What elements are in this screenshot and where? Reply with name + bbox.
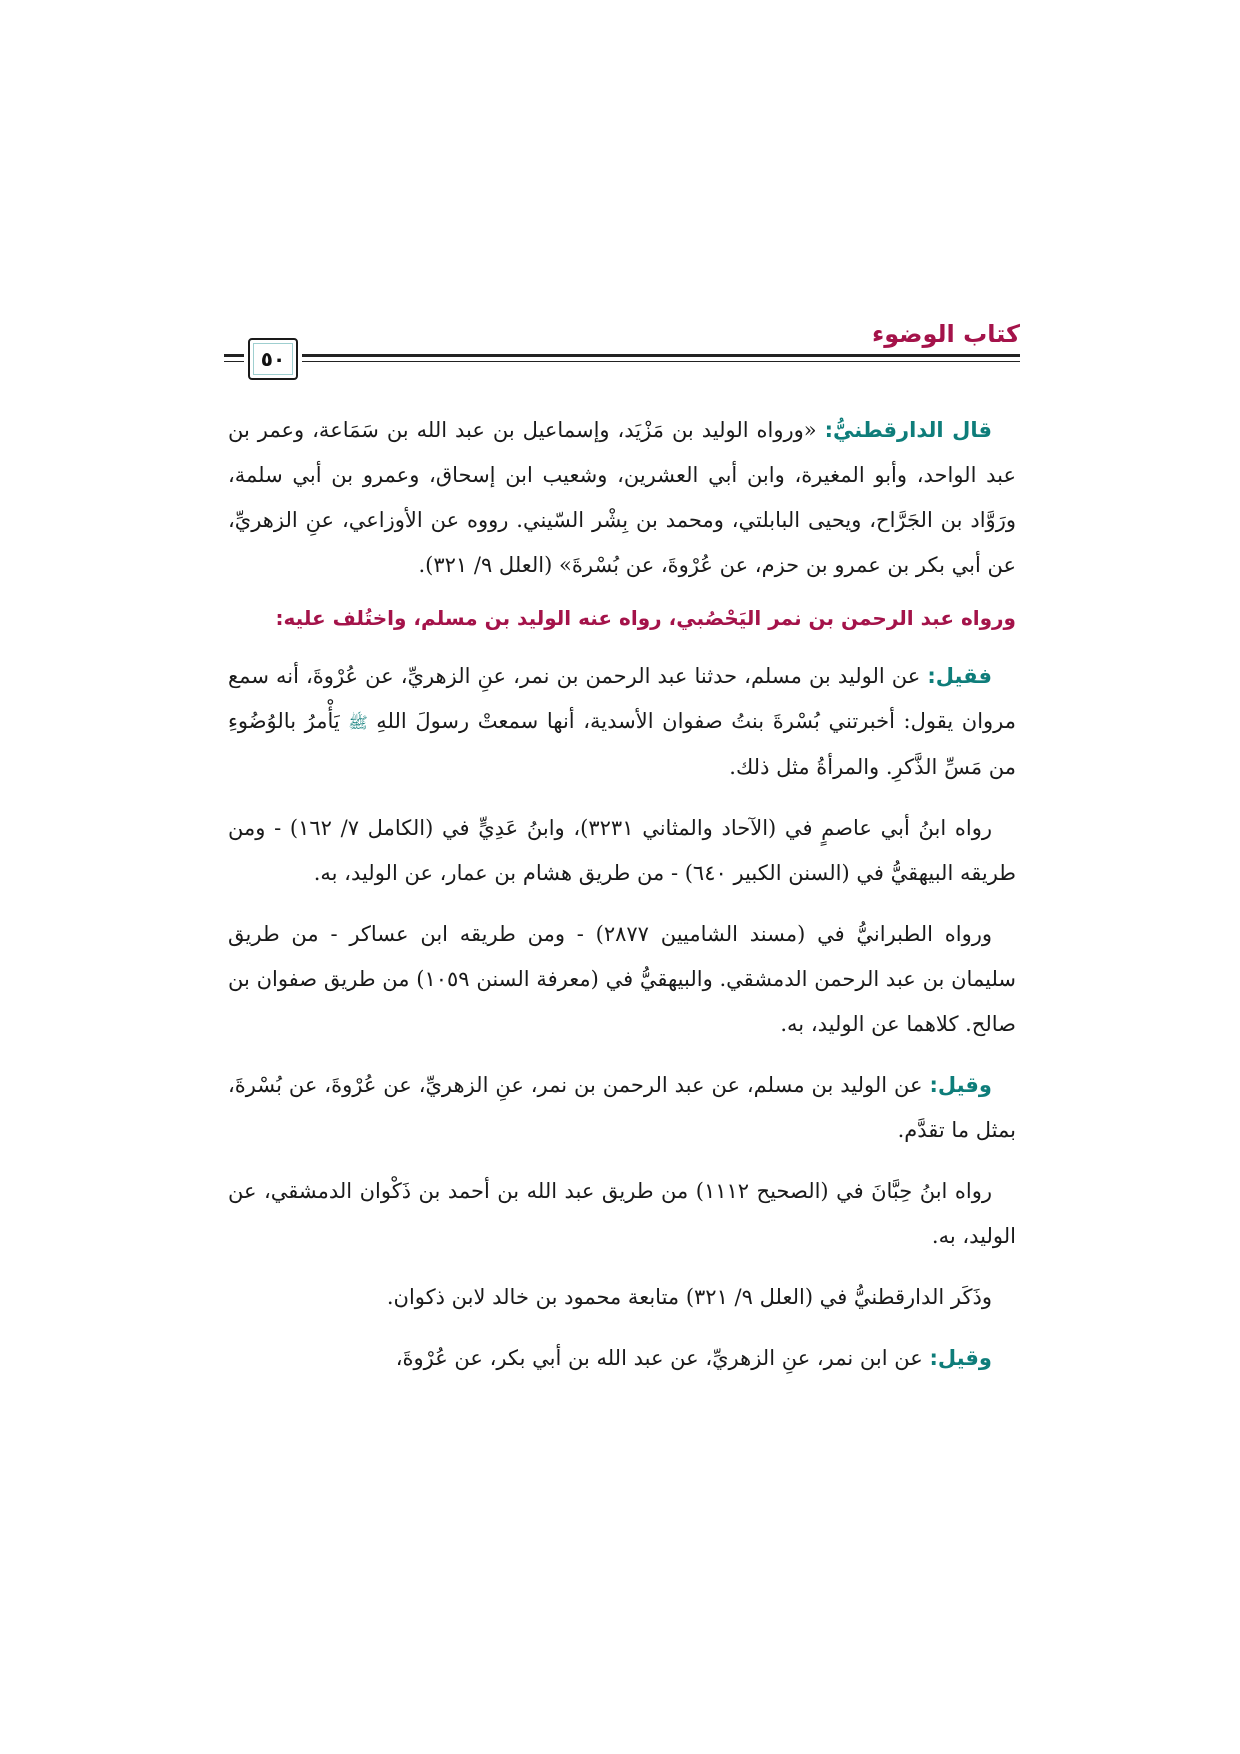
page-body [228,408,1016,1397]
paragraph-second-version [228,1063,1016,1153]
header-rule [302,354,1020,362]
paragraph-first-version [228,654,1016,790]
paragraph-text: «ورواه الوليد بن مَزْيَد، وإسماعيل بن عبد الله بن سَمَاعة، وعمر بن عبد الواحد، وأبو المغيرة، وابن أبي العشرين، وشعيب ابن إسحاق، وعمرو بن أبي سلمة، ورَوَّاد بن الجَرَّاح، ويحيى البابلتي، ومحمد بن بِشْر السّيني. رووه عن الأوزاعي، عنِ الزهريِّ، عن أبي بكر بن عمرو بن حزم، عن عُرْوةَ، عن بُسْرةَ» (العلل ٩/ ٣٢١). [228,418,1016,577]
paragraph-third-version [228,1336,1016,1381]
paragraph-takhrij-1: رواه ابنُ أبي عاصمٍ في (الآحاد والمثاني ٣٢٣١)، وابنُ عَدِيٍّ في (الكامل ٧/ ١٦٢) - ومن طريقه البيهقيُّ في (السنن الكبير ٦٤٠) - من طريق هشام بن عمار، عن الوليد، به. [228,816,1016,885]
paragraph-label: فقيل: [927,664,992,688]
book-title: كتاب الوضوء [871,320,1020,348]
section-heading: ورواه عبد الرحمن بن نمر اليَحْصُبي، رواه عنه الوليد بن مسلم، واختُلف عليه: [275,606,1016,630]
paragraph-takhrij-4: وذَكَر الدارقطنيُّ في (العلل ٩/ ٣٢١) متابعة محمود بن خالد لابن ذكوان. [386,1285,992,1309]
page-number: ٥٠ [260,347,286,371]
page-header [224,316,1020,386]
page-number-badge [248,338,298,380]
paragraph-text: عن ابن نمر، عنِ الزهريِّ، عن عبد الله بن أبي بكر، عن عُرْوةَ، [395,1346,930,1370]
paragraph-text: عن الوليد بن مسلم، عن عبد الرحمن بن نمر، عنِ الزهريِّ، عن عُرْوةَ، عن بُسْرةَ، بمثل ما تقدَّم. [228,1073,1016,1142]
paragraph-label: وقيل: [929,1346,992,1370]
paragraph-text: عن الوليد بن مسلم، حدثنا عبد الرحمن بن نمر، عنِ الزهريِّ، عن عُرْوةَ، أنه سمع مروان يقول: أخبرتني بُسْرةَ بنتُ صفوان الأسدية، أنها سمعتْ رسولَ اللهِ [228,664,1017,733]
paragraph-label: قال الدارقطنيُّ: [824,418,993,442]
header-rule-short [224,354,244,362]
paragraph-text: يَأْمرُ بالوُضُوءِ من مَسِّ الذَّكرِ. والمرأةُ مثل ذلك. [228,709,1016,779]
paragraph-takhrij-3: رواه ابنُ حِبَّانَ في (الصحيح ١١١٢) من طريق عبد الله بن أحمد بن ذَكْوان الدمشقي، عن الوليد، به. [228,1179,1016,1248]
paragraph-label: وقيل: [929,1073,992,1097]
paragraph-daraqutni [228,408,1016,588]
paragraph-takhrij-2: ورواه الطبرانيُّ في (مسند الشاميين ٢٨٧٧) - ومن طريقه ابن عساكر - من طريق سليمان بن عبد الرحمن الدمشقي. والبيهقيُّ في (معرفة السنن ١٠٥٩) من طريق صفوان بن صالح. كلاهما عن الوليد، به. [228,922,1016,1036]
salawat-glyph: ﷺ [348,713,368,732]
